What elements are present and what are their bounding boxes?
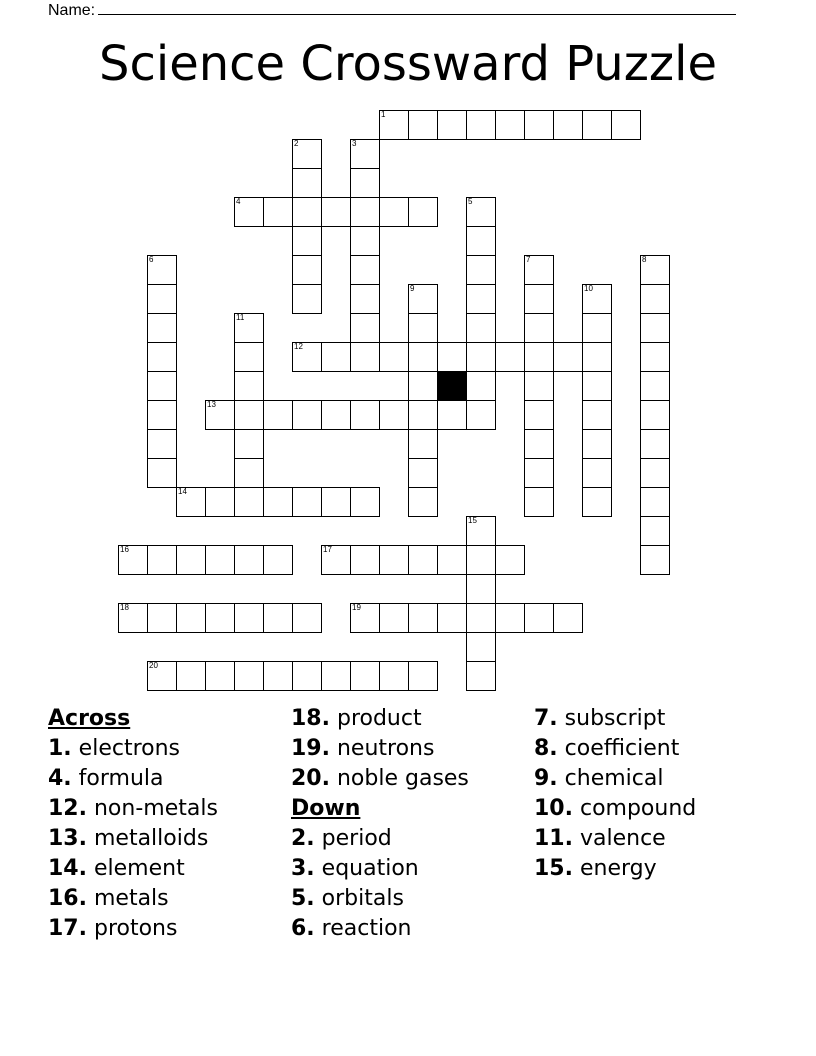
clue-column-2 <box>291 704 469 944</box>
crossword-cell[interactable] <box>176 661 206 691</box>
crossword-cell[interactable] <box>205 400 235 430</box>
crossword-cell[interactable] <box>524 487 554 517</box>
clue-across-18: 18. product <box>291 706 422 731</box>
crossword-cell[interactable] <box>147 284 177 314</box>
crossword-cell[interactable] <box>466 661 496 691</box>
crossword-cell[interactable] <box>524 400 554 430</box>
crossword-cell[interactable] <box>408 661 438 691</box>
crossword-cell[interactable] <box>466 545 496 575</box>
crossword-cell[interactable] <box>640 342 670 372</box>
clue-down-6: 6. reaction <box>291 916 412 941</box>
crossword-cell[interactable] <box>466 342 496 372</box>
crossword-cell[interactable] <box>321 487 351 517</box>
clue-down-5: 5. orbitals <box>291 886 404 911</box>
crossword-cell[interactable] <box>437 110 467 140</box>
clue-across-20: 20. noble gases <box>291 766 469 791</box>
crossword-cell[interactable] <box>234 603 264 633</box>
across-heading: Across <box>48 706 131 731</box>
crossword-cell[interactable] <box>640 284 670 314</box>
crossword-cell[interactable] <box>640 313 670 343</box>
crossword-cell[interactable] <box>466 603 496 633</box>
crossword-cell[interactable] <box>350 400 380 430</box>
clue-number: 14 <box>178 487 187 496</box>
crossword-cell[interactable] <box>495 545 525 575</box>
crossword-cell[interactable] <box>350 342 380 372</box>
crossword-cell[interactable] <box>582 313 612 343</box>
clue-number: 10 <box>584 284 593 293</box>
crossword-cell[interactable] <box>524 458 554 488</box>
crossword-cell[interactable] <box>466 197 496 227</box>
clue-number: 3 <box>352 139 357 148</box>
clue-column-3 <box>534 704 696 884</box>
clue-across-13: 13. metalloids <box>48 826 209 851</box>
crossword-cell[interactable] <box>437 603 467 633</box>
crossword-cell[interactable] <box>408 487 438 517</box>
crossword-cell[interactable] <box>321 661 351 691</box>
crossword-cell[interactable] <box>263 661 293 691</box>
crossword-cell[interactable] <box>234 458 264 488</box>
crossword-cell[interactable] <box>292 168 322 198</box>
crossword-cell[interactable] <box>640 371 670 401</box>
crossword-cell[interactable] <box>379 342 409 372</box>
crossword-cell[interactable] <box>408 429 438 459</box>
crossword-cell[interactable] <box>408 400 438 430</box>
crossword-cell[interactable] <box>495 603 525 633</box>
crossword-cell[interactable] <box>408 110 438 140</box>
crossword-cell[interactable] <box>524 284 554 314</box>
crossword-cell[interactable] <box>263 197 293 227</box>
crossword-cell[interactable] <box>466 226 496 256</box>
crossword-cell[interactable] <box>524 255 554 285</box>
crossword-cell[interactable] <box>582 284 612 314</box>
crossword-cell[interactable] <box>350 661 380 691</box>
crossword-cell[interactable] <box>437 342 467 372</box>
clue-number: 13 <box>207 400 216 409</box>
crossword-cell[interactable] <box>350 313 380 343</box>
crossword-cell[interactable] <box>379 545 409 575</box>
crossword-cell[interactable] <box>147 371 177 401</box>
clue-number: 9 <box>410 284 415 293</box>
crossword-cell[interactable] <box>379 661 409 691</box>
crossword-cell[interactable] <box>379 197 409 227</box>
crossword-cell[interactable] <box>234 197 264 227</box>
crossword-cell[interactable] <box>466 255 496 285</box>
crossword-cell[interactable] <box>524 313 554 343</box>
crossword-cell[interactable] <box>205 545 235 575</box>
clue-number: 20 <box>149 661 158 670</box>
clue-number: 1 <box>381 110 386 119</box>
clue-down-10: 10. compound <box>534 796 697 821</box>
clue-down-8: 8. coefficient <box>534 736 680 761</box>
crossword-cell[interactable] <box>292 487 322 517</box>
clue-across-16: 16. metals <box>48 886 169 911</box>
crossword-cell[interactable] <box>466 110 496 140</box>
crossword-cell[interactable] <box>640 516 670 546</box>
clue-number: 12 <box>294 342 303 351</box>
crossword-cell[interactable] <box>611 110 641 140</box>
crossword-cell[interactable] <box>466 516 496 546</box>
crossword-cell[interactable] <box>292 139 322 169</box>
crossword-cell[interactable] <box>466 632 496 662</box>
crossword-cell[interactable] <box>234 487 264 517</box>
crossword-cell[interactable] <box>292 400 322 430</box>
clue-number: 6 <box>149 255 154 264</box>
crossword-cell[interactable] <box>147 255 177 285</box>
crossword-cell[interactable] <box>292 226 322 256</box>
crossword-cell[interactable] <box>234 661 264 691</box>
crossword-cell[interactable] <box>350 603 380 633</box>
crossword-cell[interactable] <box>263 603 293 633</box>
crossword-cell[interactable] <box>350 487 380 517</box>
crossword-cell[interactable] <box>234 313 264 343</box>
clue-across-1: 1. electrons <box>48 736 181 761</box>
crossword-cell[interactable] <box>408 284 438 314</box>
crossword-cell[interactable] <box>147 400 177 430</box>
crossword-cell[interactable] <box>524 603 554 633</box>
crossword-cell[interactable] <box>408 458 438 488</box>
crossword-cell[interactable] <box>263 487 293 517</box>
crossword-cell[interactable] <box>379 110 409 140</box>
crossword-cell[interactable] <box>553 603 583 633</box>
clue-number: 4 <box>236 197 241 206</box>
clue-across-12: 12. non-metals <box>48 796 218 821</box>
clue-down-2: 2. period <box>291 826 392 851</box>
crossword-cell[interactable] <box>350 284 380 314</box>
crossword-cell[interactable] <box>466 313 496 343</box>
crossword-cell[interactable] <box>147 342 177 372</box>
crossword-cell[interactable] <box>205 661 235 691</box>
crossword-cell[interactable] <box>205 487 235 517</box>
crossword-cell[interactable] <box>292 603 322 633</box>
clue-number: 18 <box>120 603 129 612</box>
crossword-cell[interactable] <box>582 487 612 517</box>
crossword-cell[interactable] <box>553 110 583 140</box>
clue-number: 8 <box>642 255 647 264</box>
crossword-cell[interactable] <box>118 603 148 633</box>
crossword-cell[interactable] <box>234 400 264 430</box>
crossword-cell[interactable] <box>292 197 322 227</box>
crossword-cell[interactable] <box>321 545 351 575</box>
crossword-cell[interactable] <box>147 603 177 633</box>
crossword-cell[interactable] <box>408 197 438 227</box>
crossword-cell[interactable] <box>379 400 409 430</box>
clue-across-19: 19. neutrons <box>291 736 435 761</box>
crossword-cell[interactable] <box>234 342 264 372</box>
crossword-cell[interactable] <box>147 458 177 488</box>
crossword-cell[interactable] <box>292 255 322 285</box>
clue-across-14: 14. element <box>48 856 185 881</box>
clue-number: 5 <box>468 197 473 206</box>
crossword-cell[interactable] <box>350 197 380 227</box>
crossword-cell[interactable] <box>408 371 438 401</box>
crossword-cell[interactable] <box>263 545 293 575</box>
clue-number: 15 <box>468 516 477 525</box>
black-square <box>437 371 467 401</box>
clue-down-7: 7. subscript <box>534 706 666 731</box>
crossword-cell[interactable] <box>205 603 235 633</box>
clue-number: 17 <box>323 545 332 554</box>
crossword-cell[interactable] <box>553 342 583 372</box>
crossword-cell[interactable] <box>118 545 148 575</box>
crossword-cell[interactable] <box>466 284 496 314</box>
crossword-cell[interactable] <box>321 400 351 430</box>
crossword-cell[interactable] <box>350 139 380 169</box>
crossword-cell[interactable] <box>176 545 206 575</box>
crossword-cell[interactable] <box>350 255 380 285</box>
crossword-cell[interactable] <box>640 487 670 517</box>
crossword-cell[interactable] <box>147 429 177 459</box>
crossword-cell[interactable] <box>292 342 322 372</box>
crossword-cell[interactable] <box>350 545 380 575</box>
crossword-cell[interactable] <box>582 342 612 372</box>
crossword-cell[interactable] <box>350 168 380 198</box>
crossword-cell[interactable] <box>524 371 554 401</box>
crossword-cell[interactable] <box>524 429 554 459</box>
crossword-cell[interactable] <box>640 429 670 459</box>
clue-column-1 <box>48 704 218 944</box>
crossword-cell[interactable] <box>408 342 438 372</box>
crossword-cell[interactable] <box>582 429 612 459</box>
crossword-cell[interactable] <box>437 400 467 430</box>
clue-number: 11 <box>236 313 245 322</box>
crossword-cell[interactable] <box>582 371 612 401</box>
clue-down-3: 3. equation <box>291 856 419 881</box>
crossword-cell[interactable] <box>408 545 438 575</box>
crossword-cell[interactable] <box>495 110 525 140</box>
down-heading: Down <box>291 796 361 821</box>
crossword-cell[interactable] <box>234 429 264 459</box>
crossword-cell[interactable] <box>524 110 554 140</box>
crossword-cell[interactable] <box>263 400 293 430</box>
crossword-cell[interactable] <box>147 545 177 575</box>
crossword-cell[interactable] <box>640 545 670 575</box>
clue-number: 19 <box>352 603 361 612</box>
crossword-cell[interactable] <box>321 197 351 227</box>
crossword-cell[interactable] <box>234 371 264 401</box>
crossword-cell[interactable] <box>234 545 264 575</box>
clue-number: 7 <box>526 255 531 264</box>
page-title: Science Crossward Puzzle <box>99 36 717 92</box>
crossword-cell[interactable] <box>640 255 670 285</box>
crossword-cell[interactable] <box>495 342 525 372</box>
crossword-cell[interactable] <box>176 603 206 633</box>
crossword-cell[interactable] <box>524 342 554 372</box>
crossword-cell[interactable] <box>437 545 467 575</box>
crossword-cell[interactable] <box>408 313 438 343</box>
clue-down-9: 9. chemical <box>534 766 664 791</box>
clue-number: 16 <box>120 545 129 554</box>
crossword-cell[interactable] <box>321 342 351 372</box>
clue-number: 2 <box>294 139 299 148</box>
crossword-cell[interactable] <box>582 400 612 430</box>
crossword-cell[interactable] <box>466 400 496 430</box>
crossword-cell[interactable] <box>350 226 380 256</box>
crossword-cell[interactable] <box>582 458 612 488</box>
crossword-cell[interactable] <box>147 661 177 691</box>
crossword-cell[interactable] <box>292 661 322 691</box>
clue-down-15: 15. energy <box>534 856 657 881</box>
crossword-cell[interactable] <box>147 313 177 343</box>
clue-across-17: 17. protons <box>48 916 178 941</box>
crossword-cell[interactable] <box>466 574 496 604</box>
crossword-cell[interactable] <box>379 603 409 633</box>
crossword-cell[interactable] <box>408 603 438 633</box>
crossword-cell[interactable] <box>640 400 670 430</box>
crossword-cell[interactable] <box>640 458 670 488</box>
clue-down-11: 11. valence <box>534 826 666 851</box>
crossword-cell[interactable] <box>176 487 206 517</box>
name-label: Name: <box>48 2 96 19</box>
crossword-cell[interactable] <box>292 284 322 314</box>
crossword-cell[interactable] <box>582 110 612 140</box>
clue-across-4: 4. formula <box>48 766 164 791</box>
crossword-cell[interactable] <box>466 371 496 401</box>
